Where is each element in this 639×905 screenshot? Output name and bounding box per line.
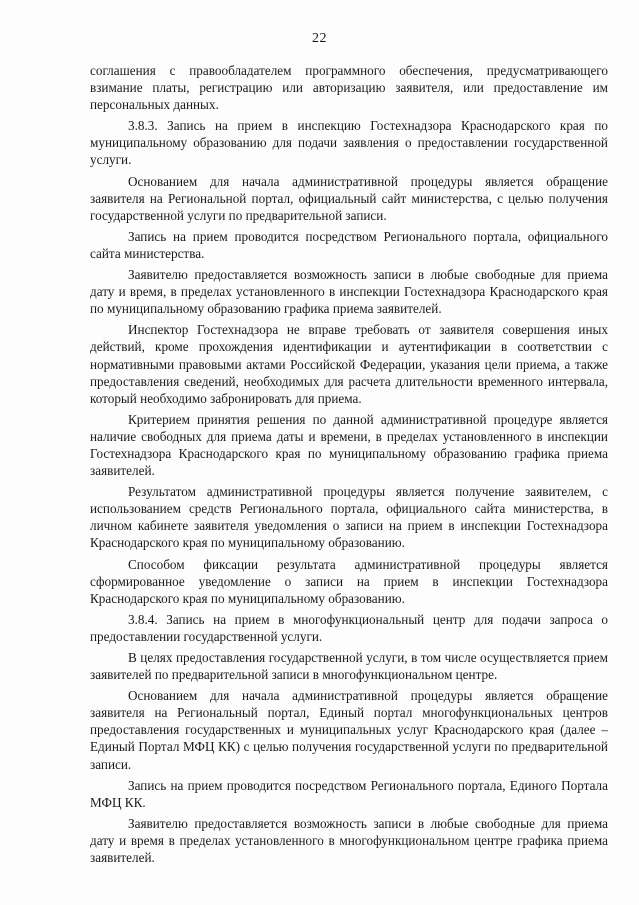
paragraph: Запись на прием проводится посредством Регионального портала, Единого Портала МФЦ КК. xyxy=(90,777,608,810)
page-number: 22 xyxy=(312,31,327,46)
paragraph-continuation: соглашения с правообладателем программного обеспечения, предусматривающего взимание платы, регистрацию или авторизацию заявителя, или предоставление им персональных данных. xyxy=(90,63,608,113)
paragraph-section-3-8-4: 3.8.4. Запись на прием в многофункциональный центр для подачи запроса о предоставлении государственной услуги. xyxy=(90,611,608,644)
scan-speckle xyxy=(272,820,332,826)
paragraph: Результатом административной процедуры является получение заявителем, с использованием средств Регионального портала, официального сайта министерства, в личном кабинете заявителя уведомления о записи на прием в инспекции Гостехнадзора Краснодарского края по муниципальному образованию. xyxy=(90,484,608,551)
paragraph: Способом фиксации результата административной процедуры является сформированное уведомление о записи на прием в инспекции Гостехнадзора Краснодарского края по муниципальному образованию. xyxy=(90,556,608,606)
paragraph: Критерием принятия решения по данной административной процедуре является наличие свободных для приема даты и времени, в пределах установленного в инспекции Гостехнадзора Краснодарского края по муниципальному образованию графика приема заявителей. xyxy=(90,411,608,479)
paragraph: Основанием для начала административной процедуры является обращение заявителя на Региональный портал, Единый портал многофункциональных центров предоставления государственных и муниципальных услуг Краснодарского края (далее – Единый Портал МФЦ КК) с целью получения государственной услуги по предварительной записи. xyxy=(90,688,608,772)
paragraph: Инспектор Гостехнадзора не вправе требовать от заявителя совершения иных действий, кроме прохождения идентификации и аутентификации в соответствии с нормативными правовыми актами Российской Федерации, указания цели приема, а также предоставления сведений, необходимых для расчета длительности временного интервала, который необходимо забронировать для приема. xyxy=(90,322,608,406)
paragraph: Основанием для начала административной процедуры является обращение заявителя на Региональной портал, официальный сайт министерства, с целью получения государственной услуги по предварительной записи. xyxy=(90,173,608,223)
paragraph: Заявителю предоставляется возможность записи в любые свободные для приема дату и время в пределах установленного в многофункциональном центре графика приема заявителей. xyxy=(90,815,608,866)
paragraph: В целях предоставления государственной услуги, в том числе осуществляется прием заявителей по предварительной записи в многофункциональном центре. xyxy=(90,650,608,683)
document-body xyxy=(90,62,608,870)
paragraph-section-3-8-3: 3.8.3. Запись на прием в инспекцию Гостехнадзора Краснодарского края по муниципальному образованию для подачи заявления о предоставлении государственной услуги. xyxy=(90,118,608,168)
paragraph: Запись на прием проводится посредством Регионального портала, официального сайта министерства. xyxy=(90,228,608,261)
paragraph: Заявителю предоставляется возможность записи в любые свободные для приема дату и время, в пределах установленного в инспекции Гостехнадзора Краснодарского края по муниципальному образованию графика приема заявителей. xyxy=(90,267,608,317)
